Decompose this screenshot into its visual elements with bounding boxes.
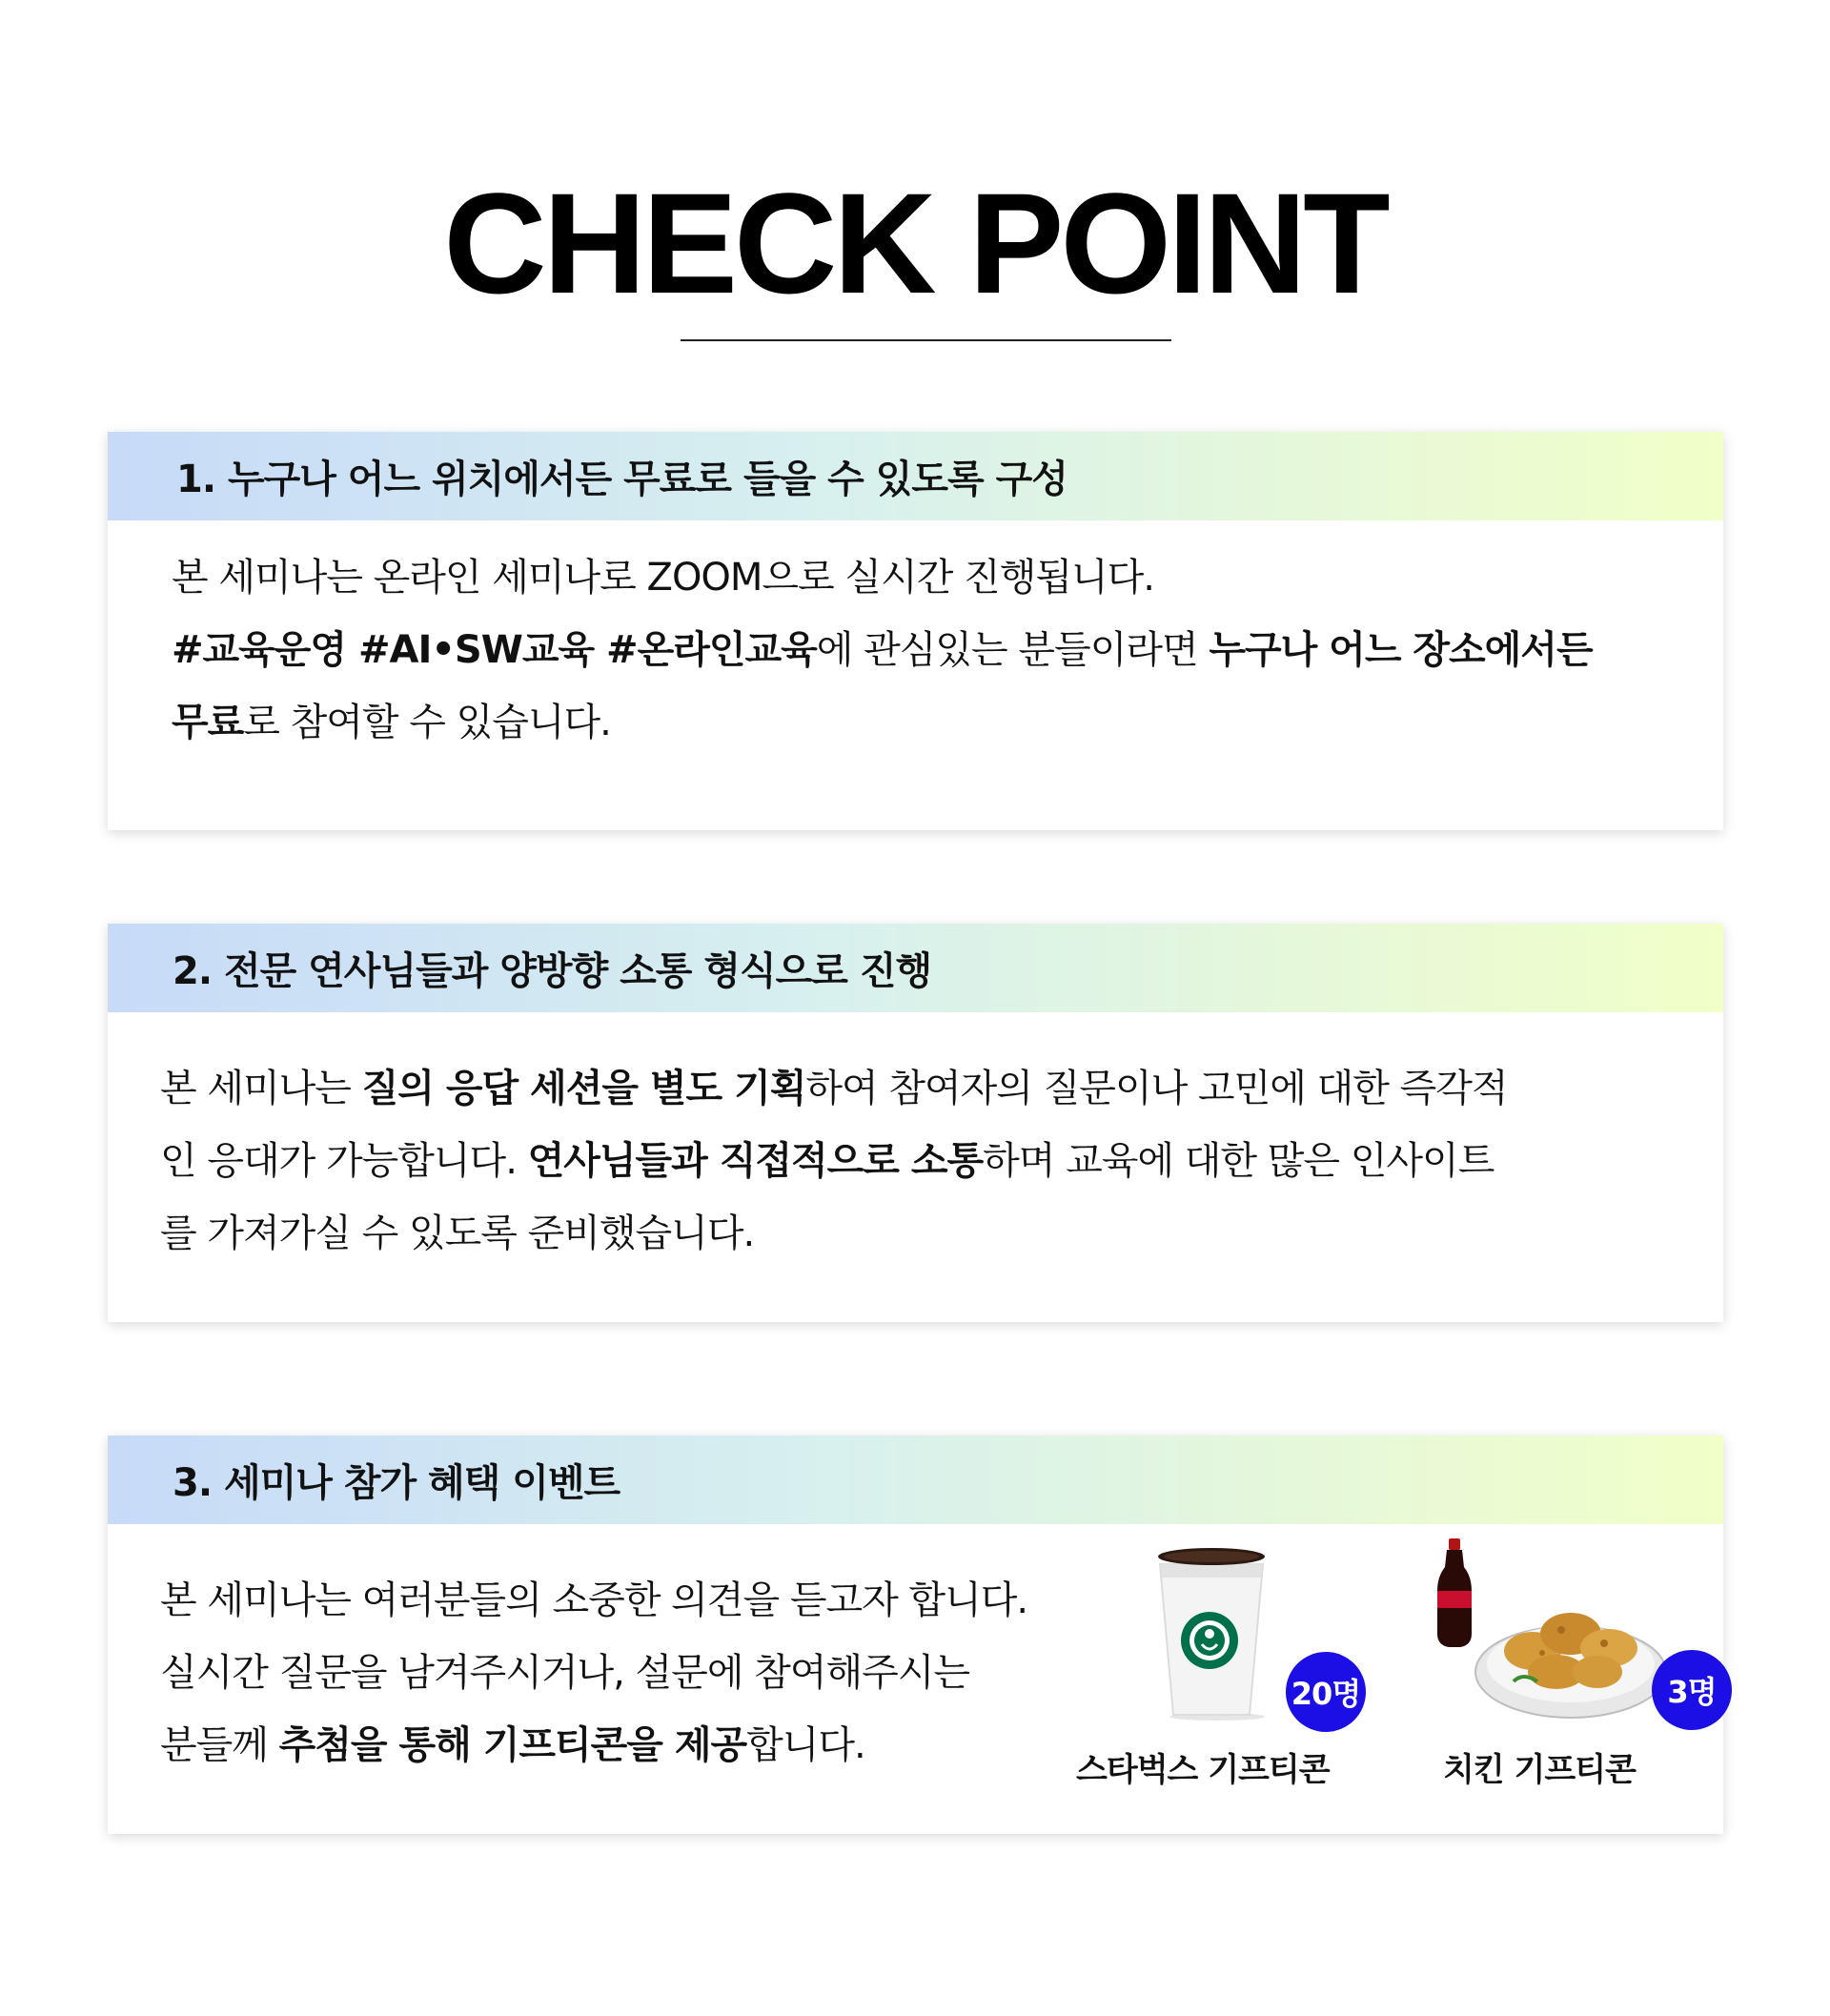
bold-text: 질의 응답 세션을 별도 기획 [361, 1067, 806, 1110]
text-run: 를 가져가실 수 있도록 준비했습니다. [160, 1212, 755, 1255]
text-run: 인 응대가 가능합니다. [160, 1139, 528, 1183]
page-title: CHECK POINT [443, 163, 1387, 323]
text-line [160, 1197, 1507, 1270]
bold-text: 연사님들과 직접적으로 소통 [527, 1139, 984, 1183]
text-line [172, 686, 1593, 759]
card-text-1 [172, 541, 1593, 759]
gift-label: 스타벅스 기프티콘 [1076, 1751, 1330, 1789]
card-heading-3: 3. 세미나 참가 혜택 이벤트 [108, 1436, 1723, 1524]
fried-chicken-icon [1418, 1538, 1676, 1729]
title-divider [681, 339, 1171, 341]
text-run: 에 관심있는 분들이라면 [816, 628, 1210, 672]
checkpoint-card-2 [108, 924, 1723, 1322]
card-text-3 [160, 1564, 1027, 1782]
checkpoint-card-1 [108, 432, 1723, 830]
text-run: 본 세미나는 [160, 1067, 362, 1110]
checkpoint-card-3 [108, 1436, 1723, 1834]
text-run: 하여 참여자의 질문이나 고민에 대한 즉각적 [805, 1067, 1508, 1110]
text-run: 본 세미나는 온라인 세미나로 ZOOM으로 실시간 진행됩니다. [172, 556, 1154, 600]
text-run: 하며 교육에 대한 많은 인사이트 [983, 1139, 1494, 1183]
text-line [160, 1564, 1027, 1637]
text-line [160, 1709, 1027, 1782]
gift-label: 치킨 기프티콘 [1443, 1751, 1636, 1789]
card-heading-1: 1. 누구나 어느 위치에서든 무료로 들을 수 있도록 구성 [108, 432, 1723, 520]
bold-text: 무료 [172, 701, 244, 744]
gift-starbucks [1118, 1545, 1361, 1717]
text-line [160, 1637, 1027, 1709]
text-run: 본 세미나는 여러분들의 소중한 의견을 듣고자 합니다. [160, 1578, 1028, 1622]
bold-text: #교육운영 #AI•SW교육 #온라인교육 [172, 628, 817, 672]
gift-chicken [1418, 1538, 1742, 1729]
text-run: 실시간 질문을 남겨주시거나, 설문에 참여해주시는 [160, 1651, 970, 1695]
gift-count-badge: 20명 [1286, 1652, 1366, 1732]
text-line [160, 1125, 1507, 1197]
text-run: 분들께 [160, 1723, 279, 1767]
bold-text: 누구나 어느 장소에서든 [1209, 628, 1593, 672]
gift-count-badge: 3명 [1652, 1650, 1732, 1730]
text-run: 합니다. [746, 1723, 865, 1767]
card-heading-2: 2. 전문 연사님들과 양방향 소통 형식으로 진행 [108, 924, 1723, 1012]
text-run: 로 참여할 수 있습니다. [243, 701, 611, 744]
text-line [172, 614, 1593, 686]
text-line [172, 541, 1593, 614]
card-text-2 [160, 1052, 1507, 1270]
bold-text: 추첨을 통해 기프티콘을 제공 [278, 1723, 747, 1767]
text-line [160, 1052, 1507, 1125]
coffee-cup-icon [1150, 1545, 1274, 1721]
